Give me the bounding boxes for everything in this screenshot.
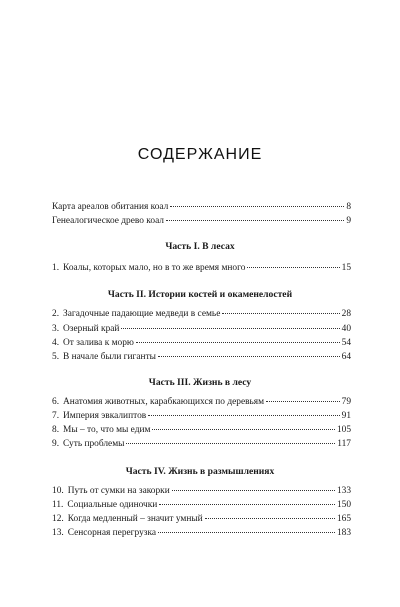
part-heading-4: Часть IV. Жизнь в размышлениях (125, 466, 275, 477)
chapter-number: 12. (52, 514, 64, 524)
dot-leader (247, 266, 339, 268)
entry-title: Карта ареалов обитания коал (52, 202, 169, 212)
dot-leader (222, 312, 339, 314)
entry-page: 150 (336, 500, 351, 510)
toc-entry-family-tree (52, 215, 351, 227)
chapter-number: 10. (52, 486, 64, 496)
entry-title: Когда медленный – значит умный (67, 514, 203, 524)
entry-page: 8 (346, 202, 351, 212)
entry-title: Мы – то, что мы едим (63, 425, 151, 435)
entry-title: Озерный край (63, 324, 120, 334)
toc-entry-chapter-12 (52, 513, 351, 525)
toc-entry-chapter-2 (52, 308, 351, 320)
chapter-number: 9. (52, 439, 60, 449)
entry-title: Империя эвкалиптов (63, 411, 147, 421)
entry-title: От залива к морю (63, 338, 134, 348)
entry-title: Социальные одиночки (67, 500, 158, 510)
entry-page: 15 (341, 263, 351, 273)
toc-entry-chapter-11 (52, 499, 351, 511)
chapter-number: 6. (52, 397, 60, 407)
toc-entry-chapter-6 (52, 396, 351, 408)
toc-entry-map (52, 201, 351, 213)
dot-leader (121, 327, 339, 329)
entry-title: Анатомия животных, карабкающихся по деревьям (63, 397, 265, 407)
toc-entry-chapter-1 (52, 262, 351, 274)
chapter-number: 1. (52, 263, 60, 273)
entry-page: 117 (337, 439, 351, 449)
dot-leader (172, 489, 335, 491)
toc-entry-chapter-8 (52, 424, 351, 436)
chapter-number: 8. (52, 425, 60, 435)
toc-entry-chapter-13 (52, 527, 351, 539)
dot-leader (166, 219, 344, 221)
entry-page: 91 (341, 411, 351, 421)
entry-title: Путь от сумки на закорки (67, 486, 170, 496)
entry-title: Загадочные падающие медведи в семье (63, 309, 221, 319)
entry-page: 105 (336, 425, 351, 435)
chapter-number: 3. (52, 324, 60, 334)
entry-page: 9 (346, 216, 351, 226)
chapter-number: 7. (52, 411, 60, 421)
dot-leader (159, 503, 335, 505)
chapter-number: 11. (52, 500, 64, 510)
contents-heading: СОДЕРЖАНИЕ (137, 146, 263, 163)
toc-entry-chapter-4 (52, 337, 351, 349)
entry-title: Сенсорная перегрузка (67, 528, 157, 538)
entry-page: 28 (341, 309, 351, 319)
entry-page: 183 (336, 528, 351, 538)
dot-leader (170, 205, 344, 207)
dot-leader (158, 355, 340, 357)
toc-entry-chapter-5 (52, 351, 351, 363)
toc-entry-chapter-10 (52, 485, 351, 497)
entry-title: Коалы, которых мало, но в то же время много (63, 263, 246, 273)
entry-title: Суть проблемы (63, 439, 125, 449)
dot-leader (126, 442, 335, 444)
part-heading-1: Часть I. В лесах (165, 241, 235, 252)
chapter-number: 5. (52, 352, 60, 362)
dot-leader (152, 428, 334, 430)
toc-entry-chapter-3 (52, 323, 351, 335)
entry-page: 165 (336, 514, 351, 524)
entry-title: Генеалогическое древо коал (52, 216, 164, 226)
entry-page: 64 (341, 352, 351, 362)
entry-title: В начале были гиганты (63, 352, 156, 362)
toc-entry-chapter-7 (52, 410, 351, 422)
entry-page: 40 (341, 324, 351, 334)
dot-leader (148, 414, 339, 416)
part-heading-3: Часть III. Жизнь в лесу (148, 377, 252, 388)
chapter-number: 2. (52, 309, 60, 319)
part-heading-2: Часть II. Истории костей и окаменелостей (107, 289, 293, 300)
chapter-number: 4. (52, 338, 60, 348)
dot-leader (205, 517, 335, 519)
chapter-number: 13. (52, 528, 64, 538)
dot-leader (136, 341, 340, 343)
toc-entry-chapter-9 (52, 438, 351, 450)
entry-page: 79 (341, 397, 351, 407)
entry-page: 133 (336, 486, 351, 496)
dot-leader (158, 531, 335, 533)
entry-page: 54 (341, 338, 351, 348)
dot-leader (266, 400, 340, 402)
